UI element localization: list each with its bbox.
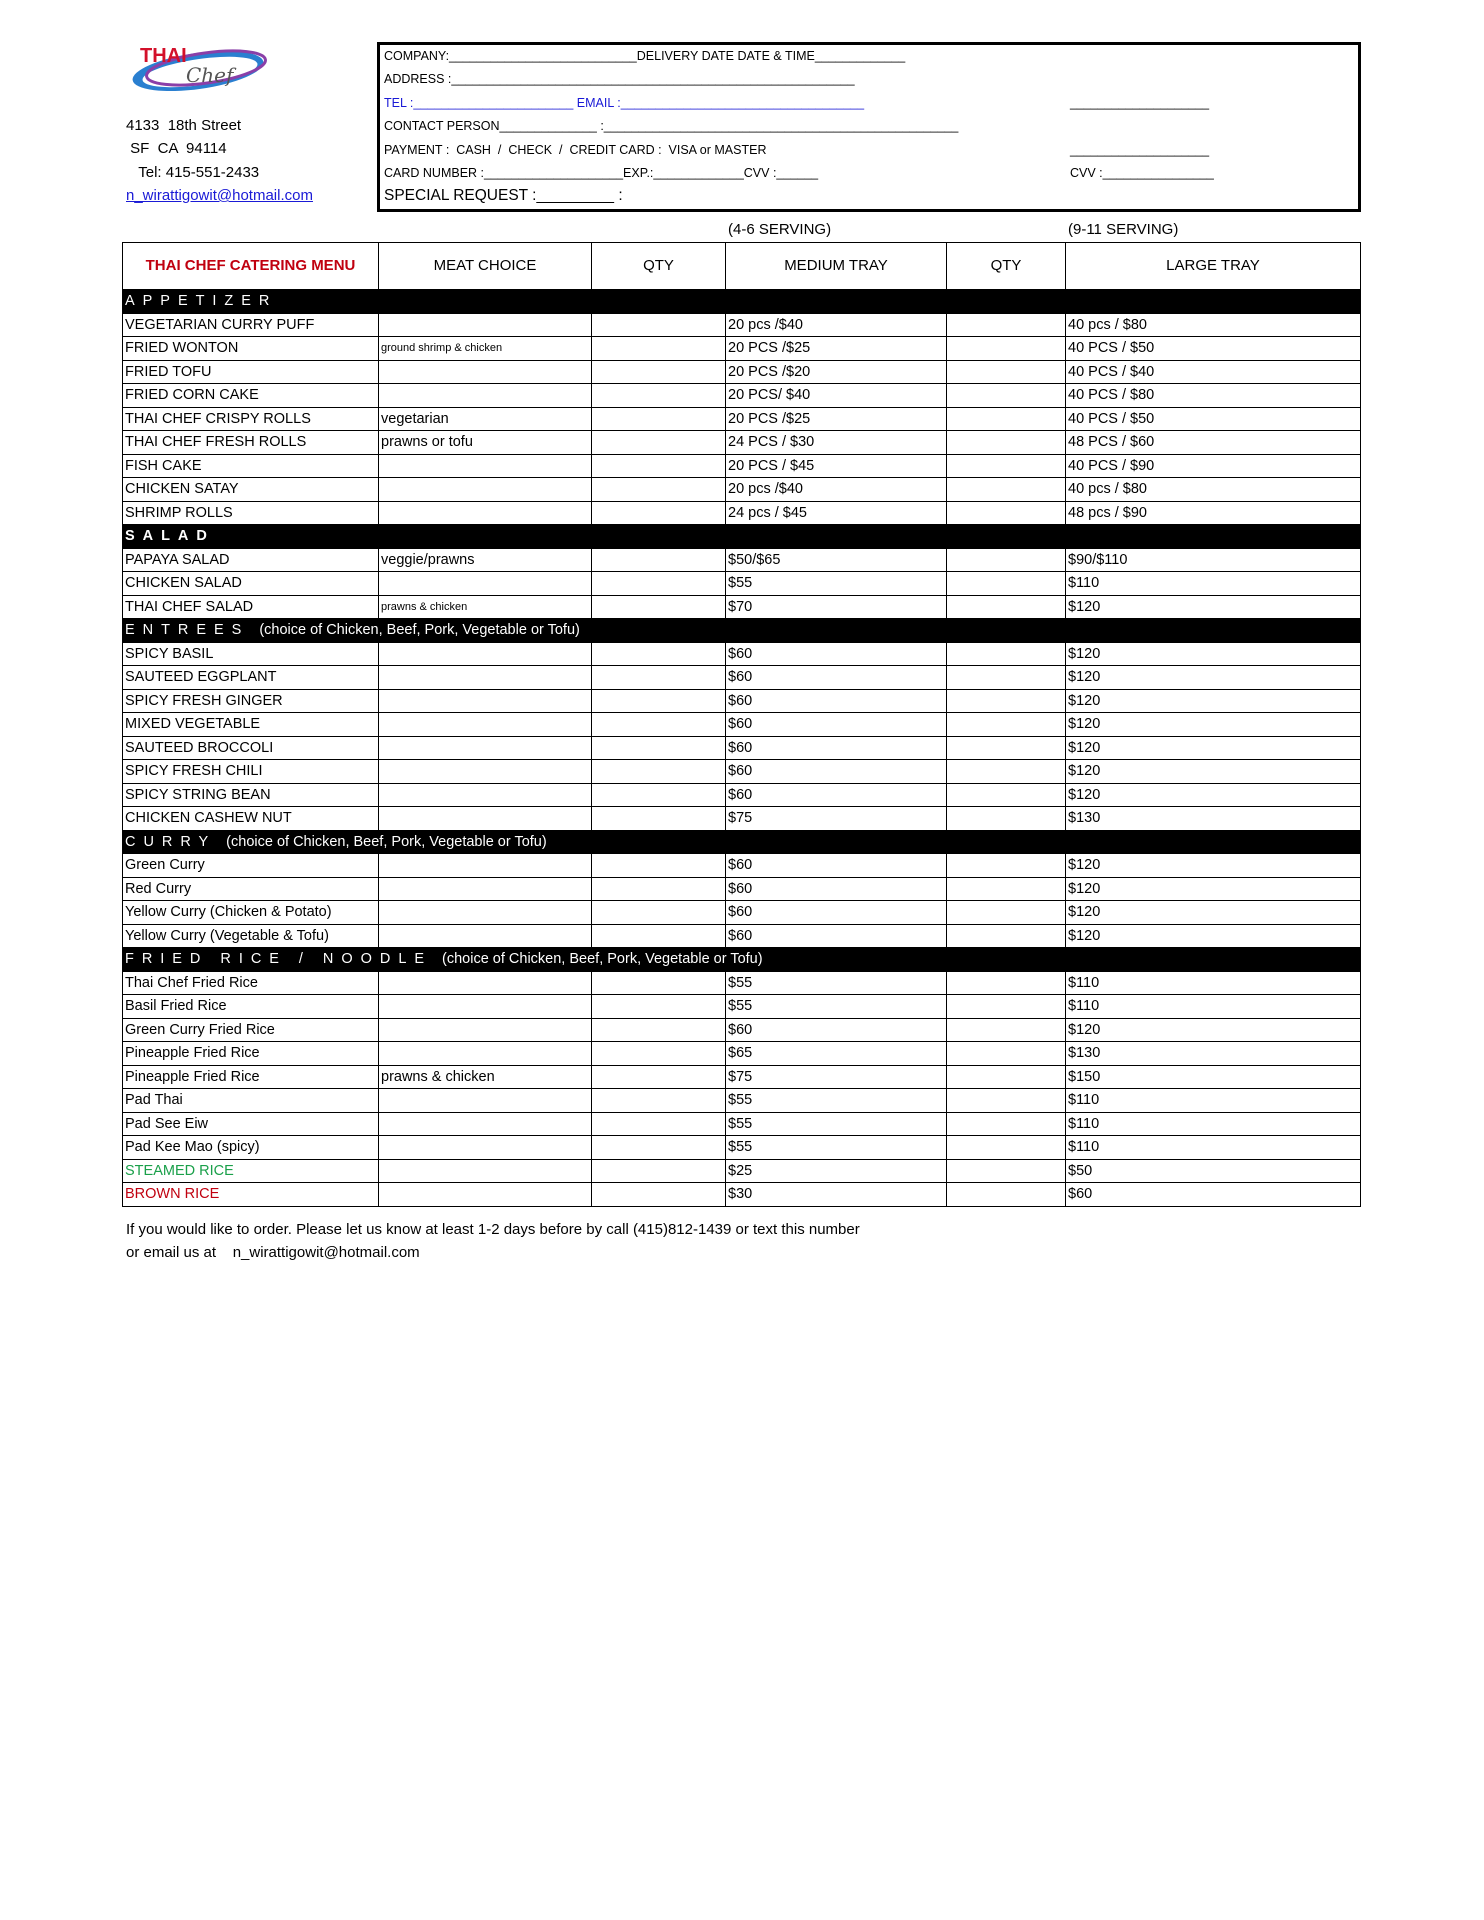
large-qty-cell[interactable] (947, 995, 1066, 1019)
item-name: SHRIMP ROLLS (123, 501, 379, 525)
company-field[interactable]: COMPANY:___________________________DELIVERY DATE DATE & TIME_____________ (384, 49, 906, 63)
large-qty-cell[interactable] (947, 501, 1066, 525)
item-meat-choice[interactable] (379, 995, 592, 1019)
item-meat-choice[interactable] (379, 642, 592, 666)
item-name: Pad Kee Mao (spicy) (123, 1136, 379, 1160)
large-qty-cell[interactable] (947, 689, 1066, 713)
item-name: CHICKEN SALAD (123, 572, 379, 596)
item-large-price: $120 (1066, 713, 1361, 737)
right-blank-line-1[interactable]: ____________________ (1070, 96, 1210, 110)
item-medium-price: 24 PCS / $30 (726, 431, 947, 455)
medium-qty-cell[interactable] (592, 995, 726, 1019)
menu-item-row (123, 854, 1361, 878)
item-name: Green Curry Fried Rice (123, 1018, 379, 1042)
medium-qty-cell[interactable] (592, 666, 726, 690)
medium-qty-cell[interactable] (592, 783, 726, 807)
item-name: Yellow Curry (Vegetable & Tofu) (123, 924, 379, 948)
large-qty-cell[interactable] (947, 1018, 1066, 1042)
right-cvv-field[interactable]: CVV :________________ (1070, 166, 1214, 180)
large-qty-cell[interactable] (947, 337, 1066, 361)
large-qty-cell[interactable] (947, 360, 1066, 384)
item-meat-choice[interactable] (379, 313, 592, 337)
item-large-price: $150 (1066, 1065, 1361, 1089)
item-name: Basil Fried Rice (123, 995, 379, 1019)
svg-text:Chef: Chef (186, 63, 234, 87)
item-large-price: $120 (1066, 666, 1361, 690)
address-phone: Tel: 415-551-2433 (126, 164, 260, 181)
item-meat-choice[interactable] (379, 901, 592, 925)
menu-item-row (123, 1065, 1361, 1089)
item-meat-choice[interactable] (379, 1018, 592, 1042)
item-large-price: 48 pcs / $90 (1066, 501, 1361, 525)
medium-qty-cell[interactable] (592, 407, 726, 431)
header-qty-large: QTY (947, 243, 1066, 290)
footer-email-note: or email us at n_wirattigowit@hotmail.com (126, 1244, 420, 1261)
item-large-price: 40 PCS / $50 (1066, 407, 1361, 431)
medium-serving-label: (4-6 SERVING) (728, 221, 832, 238)
menu-item-row (123, 384, 1361, 408)
item-large-price: $120 (1066, 642, 1361, 666)
item-name: THAI CHEF SALAD (123, 595, 379, 619)
menu-item-row (123, 971, 1361, 995)
section-header (123, 948, 1361, 972)
section-note: (choice of Chicken, Beef, Pork, Vegetable or Tofu) (442, 951, 763, 968)
menu-item-row (123, 337, 1361, 361)
large-qty-cell[interactable] (947, 760, 1066, 784)
item-large-price: $130 (1066, 807, 1361, 831)
section-label: APPETIZER (125, 293, 278, 310)
item-large-price: $110 (1066, 1112, 1361, 1136)
medium-qty-cell[interactable] (592, 313, 726, 337)
item-name: FRIED CORN CAKE (123, 384, 379, 408)
medium-qty-cell[interactable] (592, 595, 726, 619)
item-name: FISH CAKE (123, 454, 379, 478)
large-qty-cell[interactable] (947, 1183, 1066, 1207)
item-medium-price: $55 (726, 572, 947, 596)
item-name: SPICY STRING BEAN (123, 783, 379, 807)
section-header (123, 290, 1361, 314)
item-large-price: 48 PCS / $60 (1066, 431, 1361, 455)
section-header (123, 830, 1361, 854)
item-meat-choice[interactable] (379, 454, 592, 478)
menu-item-row (123, 924, 1361, 948)
menu-item-row (123, 431, 1361, 455)
item-meat-choice[interactable] (379, 572, 592, 596)
large-qty-cell[interactable] (947, 666, 1066, 690)
item-meat-choice[interactable]: ground shrimp & chicken (379, 337, 592, 361)
large-qty-cell[interactable] (947, 548, 1066, 572)
section-header (123, 525, 1361, 549)
item-large-price: 40 PCS / $80 (1066, 384, 1361, 408)
menu-item-row (123, 877, 1361, 901)
menu-item-row (123, 1183, 1361, 1207)
item-large-price: 40 pcs / $80 (1066, 313, 1361, 337)
item-name: FRIED WONTON (123, 337, 379, 361)
item-medium-price: $25 (726, 1159, 947, 1183)
item-medium-price: $60 (726, 854, 947, 878)
item-medium-price: $75 (726, 1065, 947, 1089)
item-meat-choice[interactable] (379, 736, 592, 760)
item-name: MIXED VEGETABLE (123, 713, 379, 737)
medium-qty-cell[interactable] (592, 713, 726, 737)
section-header-row (123, 619, 1361, 643)
address-street: 4133 18th Street (126, 117, 242, 134)
item-large-price: $120 (1066, 736, 1361, 760)
medium-qty-cell[interactable] (592, 501, 726, 525)
item-large-price: $110 (1066, 995, 1361, 1019)
item-medium-price: 20 PCS / $45 (726, 454, 947, 478)
large-qty-cell[interactable] (947, 1089, 1066, 1113)
medium-qty-cell[interactable] (592, 877, 726, 901)
item-medium-price: $60 (726, 713, 947, 737)
item-medium-price: $60 (726, 1018, 947, 1042)
footer-order-note: If you would like to order. Please let us know at least 1-2 days before by call (415)812-1439 or text this number (126, 1221, 860, 1238)
section-label: ENTREES (125, 622, 250, 639)
menu-item-row (123, 995, 1361, 1019)
menu-item-row (123, 689, 1361, 713)
item-name: BROWN RICE (123, 1183, 379, 1207)
item-large-price: $120 (1066, 877, 1361, 901)
large-qty-cell[interactable] (947, 1042, 1066, 1066)
medium-qty-cell[interactable] (592, 1065, 726, 1089)
medium-qty-cell[interactable] (592, 971, 726, 995)
item-meat-choice[interactable] (379, 1042, 592, 1066)
item-medium-price: 20 PCS /$25 (726, 407, 947, 431)
address-field[interactable]: ADDRESS :__________________________________________________________ (384, 72, 855, 86)
medium-qty-cell[interactable] (592, 478, 726, 502)
large-qty-cell[interactable] (947, 642, 1066, 666)
item-meat-choice[interactable]: vegetarian (379, 407, 592, 431)
item-name: STEAMED RICE (123, 1159, 379, 1183)
large-qty-cell[interactable] (947, 1159, 1066, 1183)
section-header-row (123, 948, 1361, 972)
section-label: CURRY (125, 833, 217, 850)
large-qty-cell[interactable] (947, 313, 1066, 337)
menu-item-row (123, 642, 1361, 666)
item-medium-price: 20 PCS /$25 (726, 337, 947, 361)
item-meat-choice[interactable] (379, 760, 592, 784)
item-name: SPICY BASIL (123, 642, 379, 666)
tel-email-field[interactable]: TEL :_______________________ EMAIL :___________________________________ (384, 96, 865, 110)
item-medium-price: $65 (726, 1042, 947, 1066)
item-meat-choice[interactable] (379, 360, 592, 384)
large-qty-cell[interactable] (947, 971, 1066, 995)
menu-item-row (123, 595, 1361, 619)
order-form-box (377, 42, 1361, 212)
menu-item-row (123, 783, 1361, 807)
item-name: VEGETARIAN CURRY PUFF (123, 313, 379, 337)
item-large-price: $50 (1066, 1159, 1361, 1183)
item-name: Pad Thai (123, 1089, 379, 1113)
item-large-price: $110 (1066, 572, 1361, 596)
medium-qty-cell[interactable] (592, 807, 726, 831)
medium-qty-cell[interactable] (592, 689, 726, 713)
item-large-price: $60 (1066, 1183, 1361, 1207)
large-qty-cell[interactable] (947, 407, 1066, 431)
item-meat-choice[interactable] (379, 1136, 592, 1160)
medium-qty-cell[interactable] (592, 1018, 726, 1042)
item-meat-choice[interactable] (379, 1159, 592, 1183)
item-meat-choice[interactable] (379, 666, 592, 690)
large-qty-cell[interactable] (947, 854, 1066, 878)
item-medium-price: $50/$65 (726, 548, 947, 572)
item-name: SPICY FRESH GINGER (123, 689, 379, 713)
large-serving-label: (9-11 SERVING) (1068, 221, 1179, 238)
menu-item-row (123, 1042, 1361, 1066)
menu-item-row (123, 736, 1361, 760)
item-large-price: 40 PCS / $90 (1066, 454, 1361, 478)
item-name: Yellow Curry (Chicken & Potato) (123, 901, 379, 925)
large-qty-cell[interactable] (947, 713, 1066, 737)
right-blank-line-2[interactable]: ____________________ (1070, 143, 1210, 157)
item-medium-price: $30 (726, 1183, 947, 1207)
item-large-price: $110 (1066, 1136, 1361, 1160)
menu-title: THAI CHEF CATERING MENU (123, 243, 379, 290)
section-label: SALAD (125, 528, 215, 545)
contact-person-field[interactable]: CONTACT PERSON______________ :___________________________________________________ (384, 119, 959, 133)
item-large-price: $120 (1066, 901, 1361, 925)
item-meat-choice[interactable] (379, 971, 592, 995)
item-medium-price: $55 (726, 995, 947, 1019)
large-qty-cell[interactable] (947, 572, 1066, 596)
item-medium-price: $60 (726, 877, 947, 901)
item-meat-choice[interactable]: prawns & chicken (379, 595, 592, 619)
item-medium-price: $55 (726, 1112, 947, 1136)
large-qty-cell[interactable] (947, 595, 1066, 619)
item-medium-price: $60 (726, 783, 947, 807)
medium-qty-cell[interactable] (592, 431, 726, 455)
item-meat-choice[interactable] (379, 854, 592, 878)
menu-item-row (123, 407, 1361, 431)
item-meat-choice[interactable] (379, 1183, 592, 1207)
menu-item-row (123, 501, 1361, 525)
item-medium-price: $60 (726, 689, 947, 713)
menu-item-row (123, 760, 1361, 784)
item-large-price: $120 (1066, 595, 1361, 619)
menu-item-row (123, 454, 1361, 478)
large-qty-cell[interactable] (947, 478, 1066, 502)
menu-item-row (123, 1136, 1361, 1160)
item-large-price: $120 (1066, 1018, 1361, 1042)
item-meat-choice[interactable] (379, 713, 592, 737)
item-medium-price: $60 (726, 760, 947, 784)
item-name: SAUTEED BROCCOLI (123, 736, 379, 760)
item-medium-price: $60 (726, 736, 947, 760)
item-name: CHICKEN CASHEW NUT (123, 807, 379, 831)
item-name: THAI CHEF FRESH ROLLS (123, 431, 379, 455)
medium-qty-cell[interactable] (592, 454, 726, 478)
header-qty-medium: QTY (592, 243, 726, 290)
large-qty-cell[interactable] (947, 384, 1066, 408)
item-large-price: $120 (1066, 854, 1361, 878)
item-medium-price: $60 (726, 666, 947, 690)
item-meat-choice[interactable] (379, 689, 592, 713)
menu-item-row (123, 313, 1361, 337)
item-medium-price: $60 (726, 901, 947, 925)
item-medium-price: $60 (726, 924, 947, 948)
thai-chef-logo (128, 44, 268, 94)
item-meat-choice[interactable]: prawns or tofu (379, 431, 592, 455)
header-meat-choice: MEAT CHOICE (379, 243, 592, 290)
medium-qty-cell[interactable] (592, 736, 726, 760)
item-medium-price: 20 pcs /$40 (726, 478, 947, 502)
medium-qty-cell[interactable] (592, 337, 726, 361)
item-meat-choice[interactable] (379, 501, 592, 525)
menu-item-row (123, 548, 1361, 572)
medium-qty-cell[interactable] (592, 1112, 726, 1136)
special-request-field[interactable]: SPECIAL REQUEST :_________ : (384, 187, 623, 204)
item-large-price: $120 (1066, 689, 1361, 713)
medium-qty-cell[interactable] (592, 901, 726, 925)
item-medium-price: $75 (726, 807, 947, 831)
item-large-price: $110 (1066, 1089, 1361, 1113)
item-medium-price: $55 (726, 1089, 947, 1113)
item-meat-choice[interactable] (379, 924, 592, 948)
table-header-row (123, 243, 1361, 290)
menu-item-row (123, 478, 1361, 502)
item-large-price: 40 PCS / $50 (1066, 337, 1361, 361)
item-name: FRIED TOFU (123, 360, 379, 384)
medium-qty-cell[interactable] (592, 360, 726, 384)
item-medium-price: $70 (726, 595, 947, 619)
medium-qty-cell[interactable] (592, 384, 726, 408)
large-qty-cell[interactable] (947, 1136, 1066, 1160)
item-meat-choice[interactable]: prawns & chicken (379, 1065, 592, 1089)
item-name: THAI CHEF CRISPY ROLLS (123, 407, 379, 431)
medium-qty-cell[interactable] (592, 572, 726, 596)
medium-qty-cell[interactable] (592, 1136, 726, 1160)
section-header (123, 619, 1361, 643)
item-meat-choice[interactable] (379, 384, 592, 408)
item-meat-choice[interactable]: veggie/prawns (379, 548, 592, 572)
card-number-field[interactable]: CARD NUMBER :____________________EXP.:_____________CVV :______ (384, 166, 819, 180)
large-qty-cell[interactable] (947, 1112, 1066, 1136)
item-large-price: $130 (1066, 1042, 1361, 1066)
medium-qty-cell[interactable] (592, 854, 726, 878)
medium-qty-cell[interactable] (592, 548, 726, 572)
item-medium-price: 20 PCS /$20 (726, 360, 947, 384)
large-qty-cell[interactable] (947, 924, 1066, 948)
section-header-row (123, 830, 1361, 854)
section-label: FRIED RICE / NOODLE (125, 951, 433, 968)
item-meat-choice[interactable] (379, 877, 592, 901)
item-meat-choice[interactable] (379, 478, 592, 502)
address-email-link[interactable]: n_wirattigowit@hotmail.com (126, 187, 313, 204)
item-medium-price: $55 (726, 1136, 947, 1160)
menu-item-row (123, 807, 1361, 831)
item-medium-price: 20 PCS/ $40 (726, 384, 947, 408)
header-large-tray: LARGE TRAY (1066, 243, 1361, 290)
item-name: CHICKEN SATAY (123, 478, 379, 502)
item-large-price: $120 (1066, 760, 1361, 784)
item-meat-choice[interactable] (379, 807, 592, 831)
menu-item-row (123, 1159, 1361, 1183)
medium-qty-cell[interactable] (592, 1183, 726, 1207)
item-name: PAPAYA SALAD (123, 548, 379, 572)
medium-qty-cell[interactable] (592, 1042, 726, 1066)
large-qty-cell[interactable] (947, 1065, 1066, 1089)
medium-qty-cell[interactable] (592, 1159, 726, 1183)
item-large-price: $120 (1066, 783, 1361, 807)
payment-options: PAYMENT : CASH / CHECK / CREDIT CARD : VISA or MASTER (384, 143, 767, 157)
item-large-price: $110 (1066, 971, 1361, 995)
large-qty-cell[interactable] (947, 807, 1066, 831)
item-name: SPICY FRESH CHILI (123, 760, 379, 784)
medium-qty-cell[interactable] (592, 924, 726, 948)
item-medium-price: $55 (726, 971, 947, 995)
item-meat-choice[interactable] (379, 1089, 592, 1113)
header-medium-tray: MEDIUM TRAY (726, 243, 947, 290)
large-qty-cell[interactable] (947, 783, 1066, 807)
svg-text:THAI: THAI (140, 45, 187, 67)
menu-item-row (123, 901, 1361, 925)
item-medium-price: $60 (726, 642, 947, 666)
medium-qty-cell[interactable] (592, 760, 726, 784)
item-name: Green Curry (123, 854, 379, 878)
medium-qty-cell[interactable] (592, 642, 726, 666)
item-large-price: 40 PCS / $40 (1066, 360, 1361, 384)
medium-qty-cell[interactable] (592, 1089, 726, 1113)
item-medium-price: 24 pcs / $45 (726, 501, 947, 525)
item-name: Pineapple Fried Rice (123, 1042, 379, 1066)
section-note: (choice of Chicken, Beef, Pork, Vegetable or Tofu) (226, 833, 547, 850)
menu-item-row (123, 360, 1361, 384)
menu-item-row (123, 1089, 1361, 1113)
menu-item-row (123, 1018, 1361, 1042)
item-medium-price: 20 pcs /$40 (726, 313, 947, 337)
section-note: (choice of Chicken, Beef, Pork, Vegetable or Tofu) (259, 622, 580, 639)
menu-item-row (123, 666, 1361, 690)
item-name: SAUTEED EGGPLANT (123, 666, 379, 690)
item-name: Red Curry (123, 877, 379, 901)
item-name: Thai Chef Fried Rice (123, 971, 379, 995)
address-city: SF CA 94114 (126, 140, 227, 157)
item-name: Pineapple Fried Rice (123, 1065, 379, 1089)
catering-menu-table (122, 242, 1361, 1207)
large-qty-cell[interactable] (947, 736, 1066, 760)
menu-item-row (123, 713, 1361, 737)
item-meat-choice[interactable] (379, 1112, 592, 1136)
large-qty-cell[interactable] (947, 901, 1066, 925)
item-large-price: $120 (1066, 924, 1361, 948)
item-meat-choice[interactable] (379, 783, 592, 807)
menu-item-row (123, 1112, 1361, 1136)
item-name: Pad See Eiw (123, 1112, 379, 1136)
large-qty-cell[interactable] (947, 877, 1066, 901)
section-header-row (123, 525, 1361, 549)
item-large-price: $90/$110 (1066, 548, 1361, 572)
large-qty-cell[interactable] (947, 431, 1066, 455)
item-large-price: 40 pcs / $80 (1066, 478, 1361, 502)
menu-item-row (123, 572, 1361, 596)
section-header-row (123, 290, 1361, 314)
large-qty-cell[interactable] (947, 454, 1066, 478)
